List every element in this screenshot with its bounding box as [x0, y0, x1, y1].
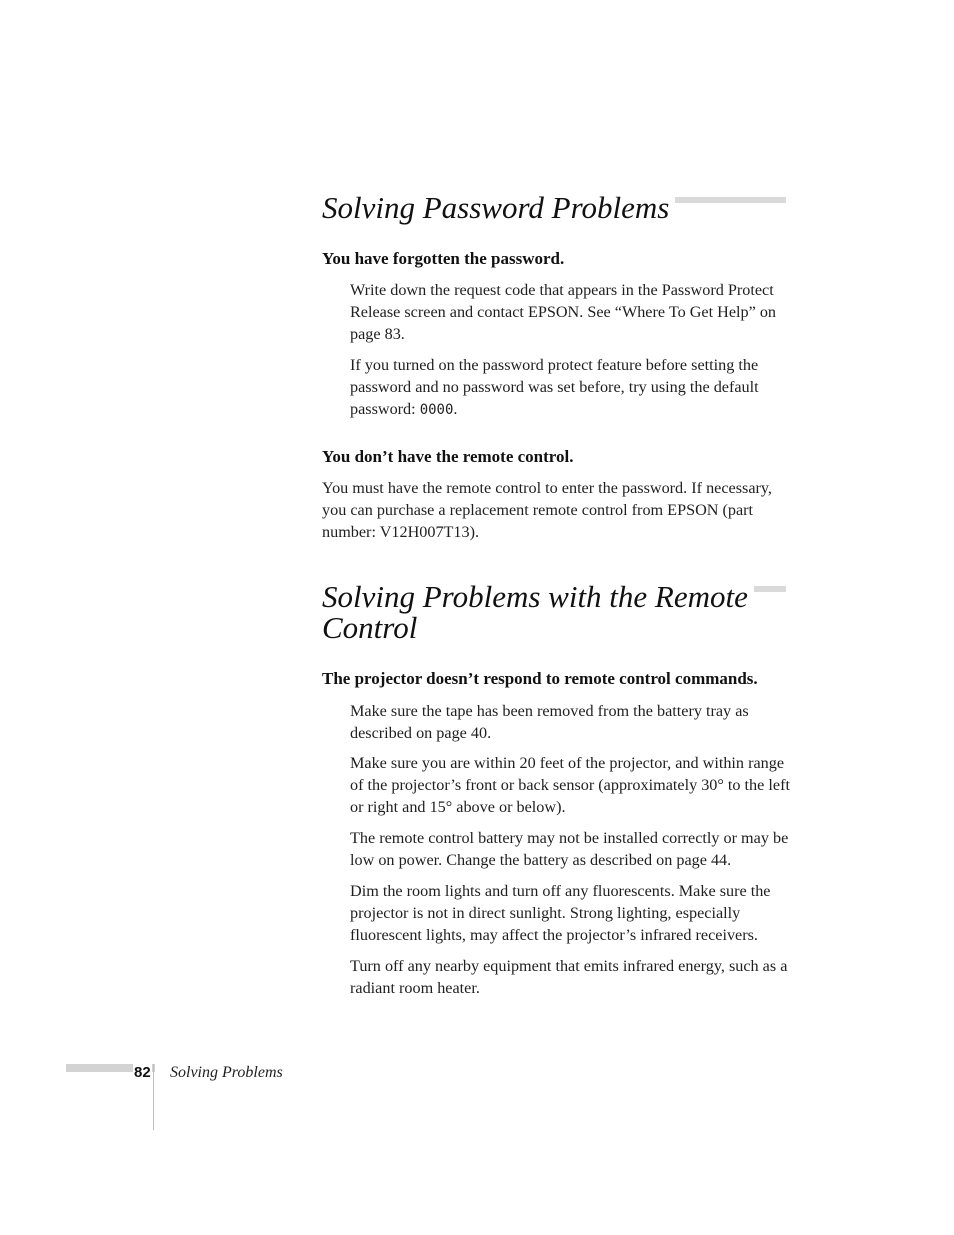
default-password-code: 0000: [419, 402, 454, 418]
footer-divider: [153, 1064, 154, 1130]
section-title-password: Solving Password Problems: [322, 192, 675, 223]
paragraph-battery-power: The remote control battery may not be installed correctly or may be low on power. Change the battery as described on page 44.: [350, 829, 789, 869]
paragraph-request-code: Write down the request code that appears in the Password Protect Release screen and contact EPSON. See “Where To Get Help” on page 83.: [350, 281, 777, 343]
section-title-line1: Solving Problems with the Remote: [322, 579, 748, 614]
paragraph-default-password: [350, 354, 790, 421]
page-number: 82: [134, 1064, 151, 1081]
default-password-end: .: [453, 400, 458, 418]
paragraph-infrared-equipment: Turn off any nearby equipment that emits infrared energy, such as a radiant room heater.: [350, 957, 788, 997]
subheading-no-response: The projector doesn’t respond to remote control commands.: [322, 669, 758, 688]
subheading-forgotten-password: You have forgotten the password.: [322, 249, 565, 268]
section-title-remote-control: [322, 581, 754, 643]
paragraph-replacement-remote: You must have the remote control to enter the password. If necessary, you can purchase a replacement remote control from EPSON (part number: V12H007T13).: [322, 479, 772, 541]
running-title: Solving Problems: [170, 1064, 283, 1081]
paragraph-range: Make sure you are within 20 feet of the projector, and within range of the projector’s front or back sensor (approximately 30° to the left or right and 15° above or below).: [350, 754, 790, 816]
paragraph-lighting: Dim the room lights and turn off any fluorescents. Make sure the projector is not in direct sunlight. Strong lighting, especially fluorescent lights, may affect the projector’s infrared receivers.: [350, 882, 771, 944]
paragraph-battery-tape: Make sure the tape has been removed from the battery tray as described on page 40.: [350, 702, 749, 742]
subheading-no-remote: You don’t have the remote control.: [322, 447, 574, 466]
default-password-text: If you turned on the password protect feature before setting the password and no password was set before, try using the default password:: [350, 356, 759, 418]
section-title-line2: Control: [322, 610, 418, 645]
